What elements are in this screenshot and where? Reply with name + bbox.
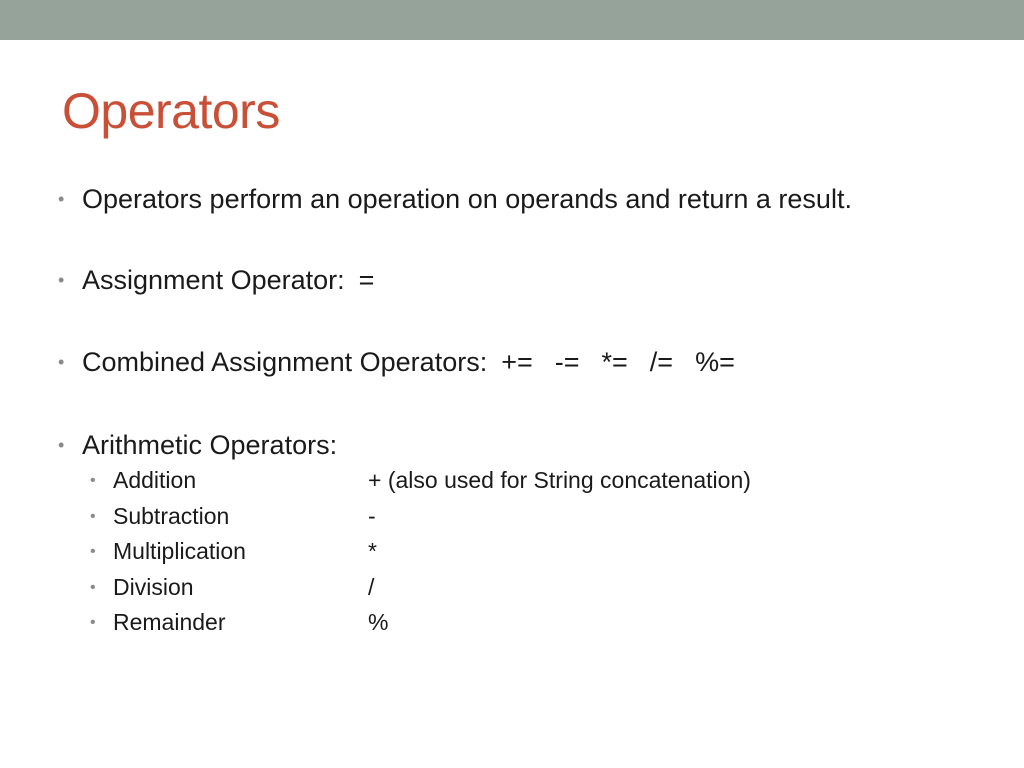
bullet-dot-icon: • [58, 352, 65, 372]
operator-symbol: /= [649, 347, 674, 377]
operator-name: Multiplication [113, 538, 246, 564]
operator-list [359, 265, 397, 295]
bullet-dot-icon: • [58, 270, 65, 290]
operator-name: Addition [113, 467, 197, 493]
sub-item-addition [82, 463, 958, 499]
bullet-arithmetic-operators [58, 428, 958, 463]
bullet-text: Operators perform an operation on operands and return a result. [82, 184, 852, 214]
sub-bullet-dot-icon: • [90, 472, 96, 489]
operator-symbol: *= [601, 347, 628, 377]
sub-bullet-dot-icon: • [90, 507, 96, 525]
bullet-dot-icon: • [58, 435, 65, 455]
operator-symbol: -= [554, 347, 580, 377]
sub-item-multiplication [82, 534, 958, 570]
sub-item-subtraction [82, 499, 958, 535]
sub-item-remainder [82, 605, 958, 641]
operator-symbol: += [501, 347, 533, 377]
bullet-label: Assignment Operator: [82, 265, 345, 295]
top-band [0, 0, 1024, 40]
bullet-list [58, 182, 958, 641]
operator-symbol: % [368, 609, 389, 635]
operator-name: Division [113, 573, 194, 600]
operator-name: Subtraction [113, 502, 230, 529]
bullet-label: Arithmetic Operators: [82, 430, 338, 460]
bullet-label: Combined Assignment Operators: [82, 347, 488, 377]
bullet-combined-assignment [58, 345, 958, 380]
operator-symbol: * [368, 538, 377, 564]
bullet-operators-definition [58, 182, 958, 217]
sub-bullet-dot-icon: • [90, 543, 96, 560]
operator-symbol: + (also used for String concatenation) [368, 467, 751, 493]
operator-name: Remainder [113, 609, 226, 635]
operator-list [501, 347, 757, 377]
sub-bullet-dot-icon: • [90, 614, 96, 631]
operator-symbol: / [368, 573, 375, 600]
bullet-assignment-operator [58, 263, 958, 298]
sub-item-division [82, 570, 958, 606]
operator-symbol: %= [695, 347, 735, 377]
sub-bullet-dot-icon: • [90, 578, 96, 596]
operator-symbol: = [358, 265, 375, 295]
arithmetic-sub-list [82, 463, 958, 641]
bullet-dot-icon: • [58, 189, 65, 209]
slide-title: Operators [62, 83, 280, 139]
operator-symbol: - [368, 502, 376, 529]
